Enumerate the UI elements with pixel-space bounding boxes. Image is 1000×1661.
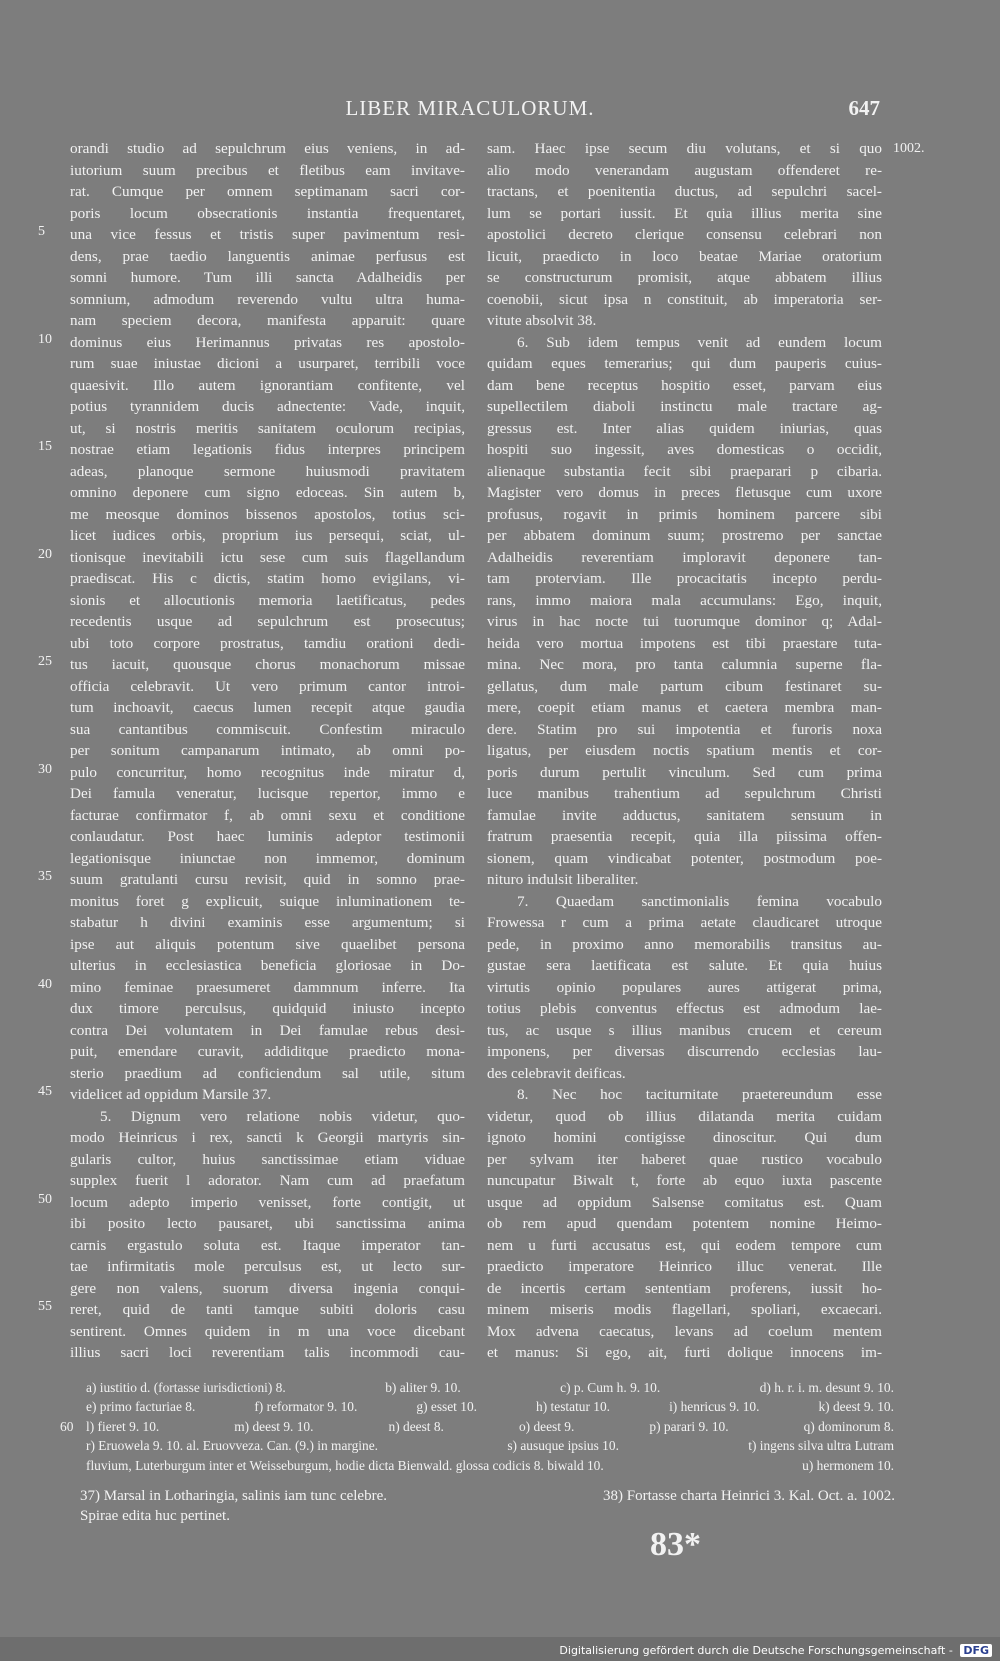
footnote-line-number: 60 [60, 1418, 74, 1434]
footnote-item: p) parari 9. 10. [649, 1418, 729, 1434]
text-line: suum gratulanti cursu revisit, quid in somno prae- [70, 871, 465, 888]
footer-credit [559, 1644, 992, 1657]
text-line: ibi posito lecto pausaret, ubi sanctissima anima [70, 1215, 465, 1232]
text-line: luce manibus trahentium ad sepulchrum Christi [487, 785, 882, 802]
text-line: ignoto homini contigisse dinoscitur. Qui dum [487, 1129, 882, 1146]
text-line: ob rem apud quendam potentem nomine Heimo- [487, 1215, 882, 1232]
footnote-item: m) deest 9. 10. [234, 1418, 314, 1434]
footnote-item: c) p. Cum h. 9. 10. [560, 1380, 661, 1395]
text-line: heida vero mortua impotens est tibi praestare tutа- [487, 634, 882, 652]
endnote-continuation: Spirae edita huc pertinet. [80, 1508, 230, 1524]
text-line: videtur, quod ob illius dilatanda merita cuidam [487, 1107, 882, 1125]
text-line: famulae invite adductus, sanitatem sensuum in [487, 806, 882, 824]
footnote-item: f) reformator 9. 10. [254, 1399, 358, 1415]
text-line: gellatus, dum male partum cibum festinaret su- [487, 677, 882, 695]
text-line: stabatur h divini examinis esse argumentum; si [70, 914, 465, 931]
page-number: 647 [848, 96, 880, 120]
text-line: Magister vero domus in preces fletusque cum uxore [487, 484, 882, 501]
footnote-item: a) iustitio d. (fortasse iurisdictioni) 8. [86, 1380, 286, 1395]
text-line: dam bene receptus hospitio esset, parvam eius [487, 376, 882, 394]
text-line: ipse aut aliquis potentum sive quaelibet persona [70, 935, 465, 953]
running-head [60, 94, 880, 124]
footnote-item: o) deest 9. [518, 1418, 575, 1434]
text-line: videlicet ad oppidum Marsile 37. [70, 1086, 272, 1103]
text-line: licet iudices orbis, proprium ius persequi, sciat, ul- [70, 527, 465, 544]
text-line: 6. Sub idem tempus venit ad eundem locum [517, 333, 882, 351]
text-line: Dei famula veneratur, lucisque repertor, immo e [70, 785, 465, 802]
text-line: sionis et allocutionis memoria laetificatus, pedes [70, 591, 465, 609]
text-line: per sylvam iter haberet quae rustico vocabulo [487, 1150, 882, 1168]
endnotes [80, 1486, 895, 1526]
text-line: coenobii, sicut ipsa n constituit, ab imperatoria ser- [487, 290, 882, 308]
text-line: sua cantantibus commiscuit. Confestim miraculo [70, 720, 465, 738]
text-line: tionisque inevitabili ictu sese cum suis flagellandum [70, 548, 465, 566]
text-line: praediscat. His c dictis, statim homo evigilans, vi- [70, 570, 465, 587]
text-line: 7. Quaedam sanctimonialis femina vocabulo [517, 892, 882, 910]
text-line: sterio praedium ad conficiendum sal utile, situm [70, 1064, 465, 1082]
right-column [487, 138, 882, 1364]
text-line: quidam eques temerarius; qui dum pauperis cuius- [487, 355, 882, 372]
footnote-item: u) hermonem 10. [802, 1457, 894, 1473]
text-line: quaesivit. Illo autem ignorantiam confitente, vel [70, 376, 465, 394]
text-line: mina. Nec mora, pro tanta calumnia superne fla- [487, 656, 882, 673]
text-line: licuit, praedicto in loco beatae Mariae oratorium [487, 247, 882, 265]
margin-year: 1002. [893, 141, 925, 156]
line-number: 5 [38, 224, 45, 239]
footnote-row [86, 1417, 894, 1436]
text-line: somni humore. Tum illi sancta Adalheidis per [70, 269, 465, 286]
text-line: alienaque substantia fecit sibi praeparari p cibaria. [487, 462, 882, 480]
text-line: facturae confirmator f, ab omni sexu et conditione [70, 806, 465, 824]
footnote-item: n) deest 8. [388, 1418, 444, 1434]
text-line: pede, in proximo anno memorabilis transitus au- [487, 935, 882, 953]
footnote-row [86, 1456, 894, 1475]
footnote-item: t) ingens silva ultra Lutram [748, 1438, 894, 1454]
text-line: ulterius in ecclesiastica beneficia gloriosae in Do- [70, 957, 465, 974]
text-line: officia celebravit. Ut vero primum cantor introi- [70, 677, 465, 695]
footnote-item: q) dominorum 8. [803, 1418, 894, 1434]
text-line: adeas, planoque sermone huiusmodi pravitatem [70, 462, 465, 480]
footnote-row [86, 1397, 894, 1416]
footnote-item: b) aliter 9. 10. [385, 1380, 461, 1395]
text-line: de incertis certam sententiam proferens, iussit ho- [487, 1279, 882, 1297]
text-line: rum suae iniustae dicioni a usurparet, terribili voce [70, 355, 465, 372]
text-line: dere. Statim pro sui impotentia et furoris noxa [487, 720, 882, 738]
text-line: Adalheidis reverentiam imploravit deponere tan- [487, 548, 882, 566]
text-line: poris durum pertulit vinculum. Sed cum prima [487, 763, 882, 781]
text-line: mino feminae praesumeret dammnum inferre. Ita [70, 978, 465, 996]
text-line: nituro indulsit liberaliter. [487, 871, 639, 888]
footnote-item: e) primo facturiae 8. [86, 1399, 196, 1415]
text-line: iutorium suum precibus et fletibus eam invitave- [70, 161, 465, 179]
text-line: gustae sera laetificata est salute. Et quia huius [487, 957, 882, 974]
running-title: LIBER MIRACULORUM. [345, 96, 595, 120]
text-line: ut, si nostris meritis sanitatem oculorum recipias, [70, 419, 465, 437]
text-line: se constructurum promisit, atque abbatem illius [487, 269, 882, 286]
text-line: potius tyrannidem ducis adnectente: Vade, inquit, [70, 398, 465, 415]
text-line: 8. Nec hoc taciturnitate praetereundum esse [517, 1086, 882, 1103]
footnote-item: fluvium, Luterburgum inter et Weisseburgum, hodie dicta Bienwald. glossa codicis 8. biwald 10. [86, 1457, 604, 1473]
text-line: hospiti suo ingessit, aves domesticas o occidit, [487, 441, 882, 458]
line-number: 50 [38, 1191, 52, 1207]
line-number: 25 [38, 654, 52, 669]
text-line: nuncupatur Biwalt t, forte ab equo iuxta pascente [487, 1172, 882, 1189]
text-line: sam. Haec ipse secum diu volutans, et si quo [487, 140, 882, 157]
dfg-logo: DFG [960, 1644, 992, 1657]
text-line: apostolici decreto clerique consensu celebrari non [487, 226, 882, 243]
text-line: per sonitum campanarum intimato, ab omni po- [70, 742, 465, 759]
text-line: dominus eius Herimannus privatas res apostolo- [70, 333, 465, 351]
text-line: nam speciem decora, manifesta apparuit: quare [70, 312, 465, 329]
signature-mark: 83* [650, 1526, 701, 1563]
text-line: minem miseris modis flagellari, spoliari, excaecari. [487, 1301, 882, 1318]
text-line: ubi toto corpore prostratus, tamdiu orationi dedi- [70, 634, 465, 652]
text-line: 5. Dignum vero relatione nobis videtur, quo- [100, 1107, 465, 1125]
text-line: et manus: Si ego, ait, furti dolique innocens im- [487, 1344, 882, 1361]
text-line: conlaudatur. Post haec luminis adeptor testimonii [70, 828, 465, 845]
text-line: Mox advena caecatus, levans ad coelum mentem [487, 1322, 882, 1340]
footnote-item: r) Eruowela 9. 10. al. Eruovveza. Can. (9.) in margine. [86, 1438, 379, 1454]
endnote-37: 37) Marsal in Lotharingia, salinis iam tunc celebre. [80, 1488, 387, 1504]
text-line: locum adepto imperio venisset, forte contigit, ut [70, 1193, 465, 1211]
text-line: tus, ac usque s illius manibus crucem et cereum [487, 1021, 882, 1039]
text-line: gressus est. Inter alias quidem iniurias, quas [487, 419, 882, 437]
text-line: nostrae etiam legationis fidus interpres principem [70, 441, 465, 458]
line-number: 10 [38, 331, 52, 347]
text-line: tae infirmitatis mole perculsus est, ut lecto sur- [70, 1258, 465, 1275]
text-line: alio modo venerandam augustam offenderet re- [487, 161, 882, 179]
text-line: des celebravit deificas. [487, 1064, 626, 1082]
text-line: rans, immo maiora mala accumulans: Ego, inquit, [487, 591, 882, 609]
text-line: Frowessa r cum a prima aetate claudicaret utroque [487, 914, 882, 931]
text-line: lum se portari iussit. Et quia illius merita sine [487, 204, 882, 222]
line-number: 45 [38, 1084, 52, 1099]
text-line: tus iacuit, quousque chorus monachorum missae [70, 656, 465, 673]
line-number: 40 [38, 976, 52, 992]
text-line: per abbatem dominum suum; prostremo per sanctae [487, 527, 882, 544]
line-number: 20 [38, 546, 52, 562]
text-line: pulo concurritur, homo recognitus inde miratur d, [70, 763, 465, 781]
text-line: supellectilem diaboli instinctu male tractare ag- [487, 398, 882, 415]
text-line: sentirent. Omnes quidem in m una voce dicebant [70, 1322, 465, 1340]
footnote-item: d) h. r. i. m. desunt 9. 10. [759, 1380, 894, 1395]
text-line: fratrum praesentia recepit, quia illa piissima offen- [487, 828, 882, 845]
text-line: dens, prae taedio languentis animae perfusus est [70, 247, 465, 265]
footer-bar [0, 1637, 1000, 1661]
text-line: puit, emendare curavit, addiditque praedicto mona- [70, 1043, 465, 1060]
text-line: mere, coepit etiam manus et caetera membra man- [487, 699, 882, 716]
text-line: contra Dei voluntatem in Dei famulae rebus desi- [70, 1021, 465, 1039]
footnote-item: h) testatur 10. [536, 1399, 611, 1415]
footnote-item: l) fieret 9. 10. [86, 1418, 160, 1434]
text-line: orandi studio ad sepulchrum eius veniens, in ad- [70, 140, 465, 157]
text-line: virus in hac nocte tui tuorumque dominor q; Adal- [487, 613, 882, 630]
text-line: vitute absolvit 38. [487, 312, 597, 329]
text-line: virtutis opinio populares aures attigerat prima, [487, 978, 882, 996]
text-line: reret, quid de tanti tamque subiti doloris casu [70, 1301, 465, 1318]
text-line: gularis cultor, huius sanctissimae etiam viduae [70, 1150, 465, 1168]
text-line: usque ad oppidum Salsense comitatus est. Quam [487, 1193, 882, 1211]
line-number: 30 [38, 761, 52, 777]
text-line: recedentis usque ad sepulchrum est prosecutus; [70, 613, 465, 630]
footnote-item: i) henricus 9. 10. [669, 1399, 760, 1415]
endnote-38: 38) Fortasse charta Heinrici 3. Kal. Oct. a. 1002. [603, 1488, 895, 1504]
text-line: carnis ergastulo soluta est. Itaque imperator tan- [70, 1236, 465, 1254]
text-line: illius sacri loci reverentiam talis incommodi cau- [70, 1344, 465, 1361]
footnote-row [86, 1436, 894, 1455]
text-line: tam proterviam. Ille procacitatis incepto perdu- [487, 570, 882, 587]
text-line: me meosque dominos bissenos apostolos, totius sci- [70, 505, 465, 523]
text-line: poris locum obsecrationis instantia frequentaret, [70, 204, 465, 222]
text-line: una vice fessus et tristis super pavimentum resi- [70, 226, 465, 243]
text-line: praedicto imperatore Heinrico illuc venerat. Ille [487, 1258, 882, 1275]
text-line: legationisque iniunctae non immemor, dominum [70, 849, 465, 867]
text-line: monitus foret g explicuit, suique inluminationem te- [70, 892, 465, 910]
text-line: tum inchoavit, caecus lumen recepit atque gaudia [70, 699, 465, 716]
footnote-row [86, 1378, 894, 1397]
footnote-item: s) ausuque ipsius 10. [507, 1438, 619, 1454]
text-line: profusus, rogavit in primis hominem parcere sibi [487, 505, 882, 523]
text-line: nem u furti accusatus est, qui eodem tempore cum [487, 1236, 882, 1254]
line-number: 55 [38, 1299, 52, 1314]
text-line: omnino deponere cum signo edoceas. Sin autem b, [70, 484, 465, 501]
text-line: dux timore perculsus, quidquid iniusto incepto [70, 1000, 465, 1017]
line-number: 35 [38, 869, 52, 884]
text-line: ligatus, per eiusdem noctis spatium mentis et cor- [487, 742, 882, 759]
text-line: sionem, quam vindicabat potenter, postmodum poe- [487, 849, 882, 867]
left-column [70, 138, 465, 1364]
footnotes [60, 1378, 894, 1475]
line-number: 15 [38, 439, 52, 454]
footnote-item: g) esset 10. [416, 1399, 477, 1415]
text-line: gere non valens, suorum diversa ingenia conqui- [70, 1279, 465, 1297]
text-line: supplex fuerit l adorator. Nam cum ad praefatum [70, 1172, 465, 1189]
text-line: rat. Cumque per omnem septimanam sacri cor- [70, 183, 465, 200]
text-line: tractans, et poenitentia ductus, ad sepulchri sacel- [487, 183, 882, 200]
text-line: totius plebis conventus effectus est admodum lae- [487, 1000, 882, 1017]
footer-credit-text: Digitalisierung gefördert durch die Deutsche Forschungsgemeinschaft - [559, 1644, 953, 1657]
text-line: modo Heinricus i rex, sancti k Georgii martyris sin- [70, 1129, 465, 1146]
text-line: imponens, per diversas discurrendo ecclesias lau- [487, 1043, 882, 1060]
footnote-item: k) deest 9. 10. [818, 1399, 894, 1415]
text-line: somnium, admodum reverendo vultu ultra huma- [70, 290, 465, 308]
